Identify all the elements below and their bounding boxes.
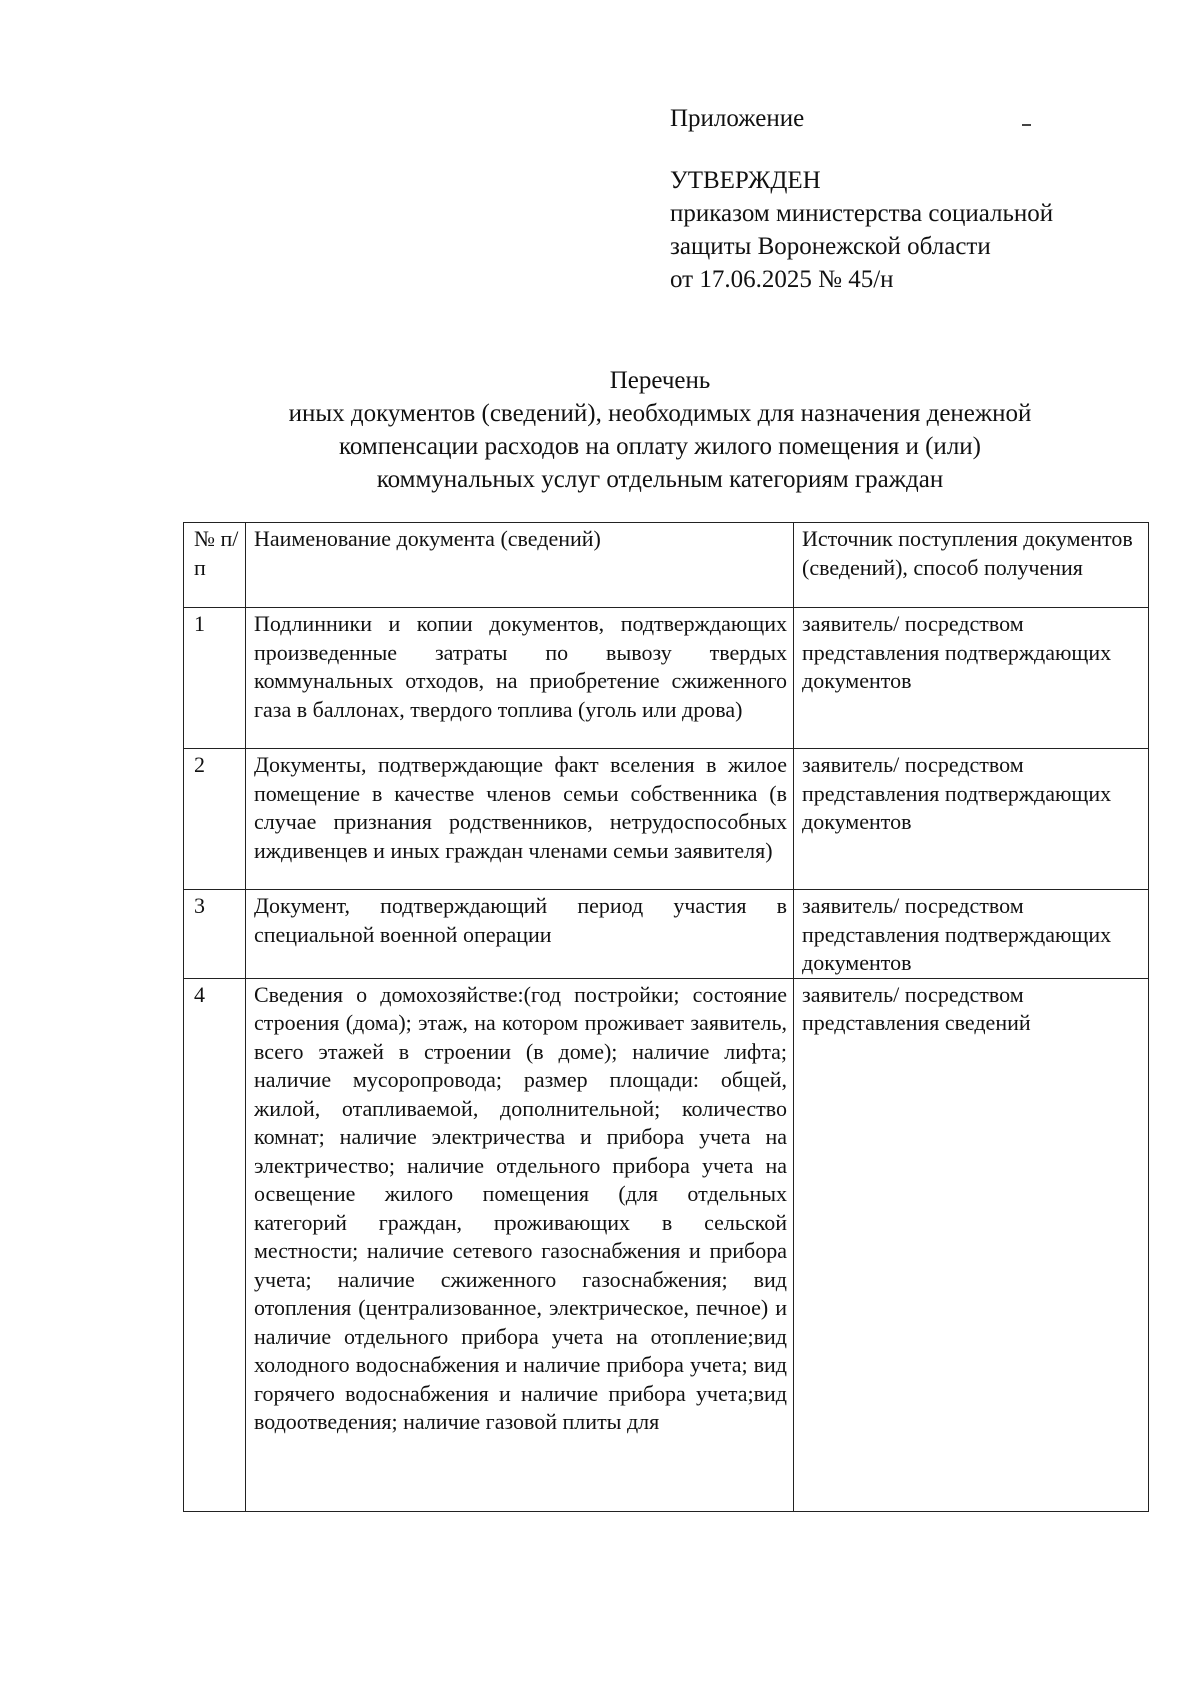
header-source: Источник поступления документов (сведений), способ получения <box>794 523 1149 608</box>
title-line-3: компенсации расходов на оплату жилого помещения и (или) <box>339 433 981 460</box>
row-name: Сведения о домохозяйстве:(год постройки; состояние строения (дома); этаж, на котором проживает заявитель, всего этажей в строении (в доме); наличие лифта; наличие мусоропровода; размер площади: общей, жилой, отапливаемой, дополнительной; количество комнат; наличие электричества и прибора учета на электричество; наличие отдельного прибора учета на освещение жилого помещения (для отдельных категорий граждан, проживающих в сельской местности; наличие сетевого газоснабжения и прибора учета; наличие сжиженного газоснабжения; вид отопления (централизованное, электрическое, печное) и наличие отдельного прибора учета на отопление;вид холодного водоснабжения и наличие прибора учета; вид горячего водоснабжения и наличие прибора учета;вид водоотведения; наличие газовой плиты для <box>254 981 787 1434</box>
table-header-row <box>184 523 1149 608</box>
appendix-label: Приложение <box>670 105 805 132</box>
approval-line-2: защиты Воронежской области <box>670 233 991 260</box>
header-name: Наименование документа (сведений) <box>246 523 794 608</box>
row-name-cell <box>246 978 794 1511</box>
table-row <box>184 749 1149 890</box>
row-num: 3 <box>184 890 246 979</box>
table-row <box>184 978 1149 1511</box>
title-line-2: иных документов (сведений), необходимых для назначения денежной <box>288 400 1032 427</box>
table-row <box>184 890 1149 979</box>
row-num: 1 <box>184 608 246 749</box>
documents-table-wrap <box>183 522 1133 1515</box>
approval-line-1: приказом министерства социальной <box>670 200 1054 227</box>
approval-stamp <box>670 164 1053 296</box>
row-source: заявитель/ посредством представления подтверждающих документов <box>794 890 1149 979</box>
document-title <box>150 364 1170 496</box>
row-num: 2 <box>184 749 246 890</box>
header-num: № п/п <box>184 523 246 608</box>
row-source: заявитель/ посредством представления подтверждающих документов <box>794 608 1149 749</box>
mark-dash <box>1022 124 1031 126</box>
approved-word: УТВЕРЖДЕН <box>670 167 821 194</box>
approval-line-3: от 17.06.2025 № 45/н <box>670 266 894 293</box>
approval-block <box>670 102 804 135</box>
row-source: заявитель/ посредством представления сведений <box>794 978 1149 1511</box>
row-num: 4 <box>184 978 246 1511</box>
row-name: Документ, подтверждающий период участия в специальной военной операции <box>246 890 794 979</box>
documents-table <box>183 522 1149 1512</box>
row-name: Подлинники и копии документов, подтверждающих произведенные затраты по вывозу твердых коммунальных отходов, на приобретение сжиженного газа в баллонах, твердого топлива (уголь или дрова) <box>246 608 794 749</box>
title-line-1: Перечень <box>609 367 711 394</box>
table-row <box>184 608 1149 749</box>
row-name: Документы, подтверждающие факт вселения в жилое помещение в качестве членов семьи собственника (в случае признания родственников, нетрудоспособных иждивенцев и иных граждан членами семьи заявителя) <box>246 749 794 890</box>
row-source: заявитель/ посредством представления подтверждающих документов <box>794 749 1149 890</box>
title-line-4: коммунальных услуг отдельным категориям граждан <box>376 466 944 493</box>
